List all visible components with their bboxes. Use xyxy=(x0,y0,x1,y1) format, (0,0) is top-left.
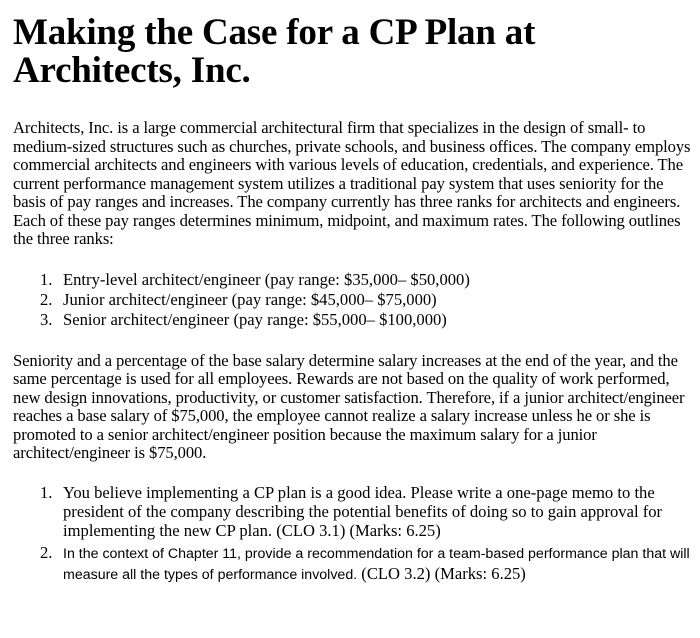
question-item xyxy=(13,543,692,585)
question-text: In the context of Chapter 11, provide a recommendation for a team-based performance plan that will measure all the types of performance involved. xyxy=(63,545,690,583)
intro-paragraph: Architects, Inc. is a large commercial architectural firm that specializes in the design of small- to medium-sized structures such as churches, private schools, and business offices. The company employs commercial architects and engineers with various levels of education, credentials, and experience. The current performance management system utilizes a traditional pay system that uses seniority for the basis of pay ranges and increases. The company currently has three ranks for architects and engineers. Each of these pay ranges determines minimum, midpoint, and maximum rates. The following outlines the three ranks: xyxy=(13,118,691,248)
list-item xyxy=(13,270,692,290)
question-number: 1. xyxy=(40,482,53,502)
salary-paragraph: Seniority and a percentage of the base salary determine salary increases at the end of the year, and the same percentage is used for all employees. Rewards are not based on the quality of work performed, new design innovations, productivity, or customer satisfaction. Therefore, if a junior architect/engineer reaches a base salary of $75,000, the employee cannot realize a salary increase unless he or she is promoted to a senior architect/engineer position because the maximum salary for a junior architect/engineer is $75,000. xyxy=(13,350,685,462)
question-text: You believe implementing a CP plan is a good idea. Please write a one-page memo to the president of the company describing the potential benefits of doing so to gain approval for implementing the new CP plan. (CLO 3.1) (Marks: 6.25) xyxy=(63,482,663,540)
list-item-text: Senior architect/engineer (pay range: $55,000– $100,000) xyxy=(63,309,447,329)
question-number: 2. xyxy=(40,542,53,562)
list-item-number: 1. xyxy=(40,269,53,289)
list-item-number: 2. xyxy=(40,289,53,309)
list-item xyxy=(13,290,692,310)
list-item-text: Entry-level architect/engineer (pay range: $35,000– $50,000) xyxy=(63,269,470,289)
ranks-list xyxy=(13,270,692,330)
question-item xyxy=(13,483,692,540)
questions-list xyxy=(13,483,692,585)
list-item-number: 3. xyxy=(40,309,53,329)
list-item xyxy=(13,310,692,330)
page-title: Making the Case for a CP Plan at Architects, Inc. xyxy=(13,12,536,91)
question-marks: (CLO 3.2) (Marks: 6.25) xyxy=(357,563,526,583)
list-item-text: Junior architect/engineer (pay range: $45,000– $75,000) xyxy=(63,289,437,309)
